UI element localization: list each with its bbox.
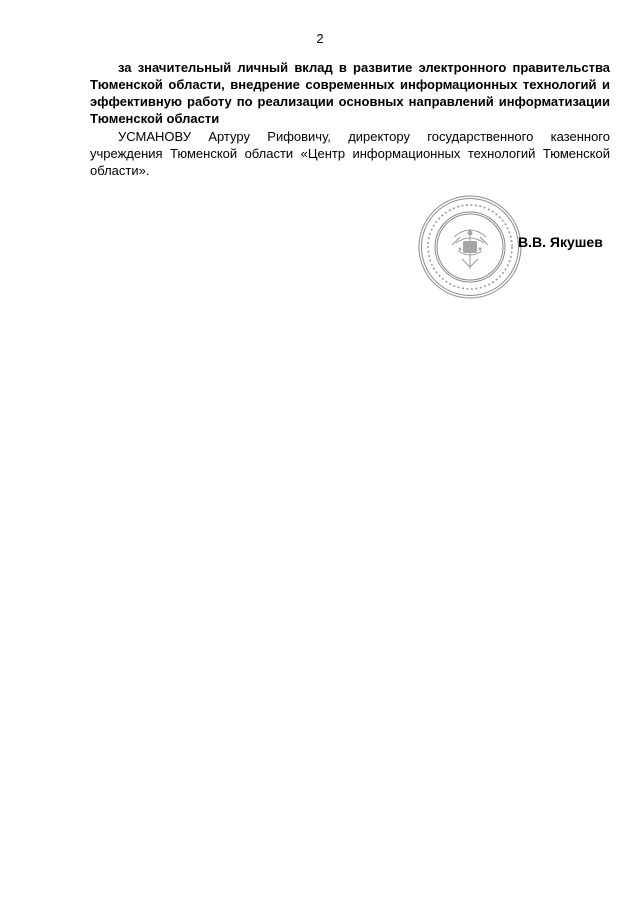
award-reason-paragraph: за значительный личный вклад в развитие электронного правительства Тюменской области, внедрение современных информационных технологий и эффективную работу по реализации основных направлений информатизации Тюменской области	[90, 60, 610, 126]
official-seal-icon	[416, 193, 524, 301]
signatory-name: В.В. Якушев	[518, 234, 603, 250]
awardee-paragraph: УСМАНОВУ Артуру Рифовичу, директору государственного казенного учреждения Тюменской области «Центр информационных технологий Тюменской области».	[90, 129, 610, 178]
page-number: 2	[316, 31, 324, 46]
